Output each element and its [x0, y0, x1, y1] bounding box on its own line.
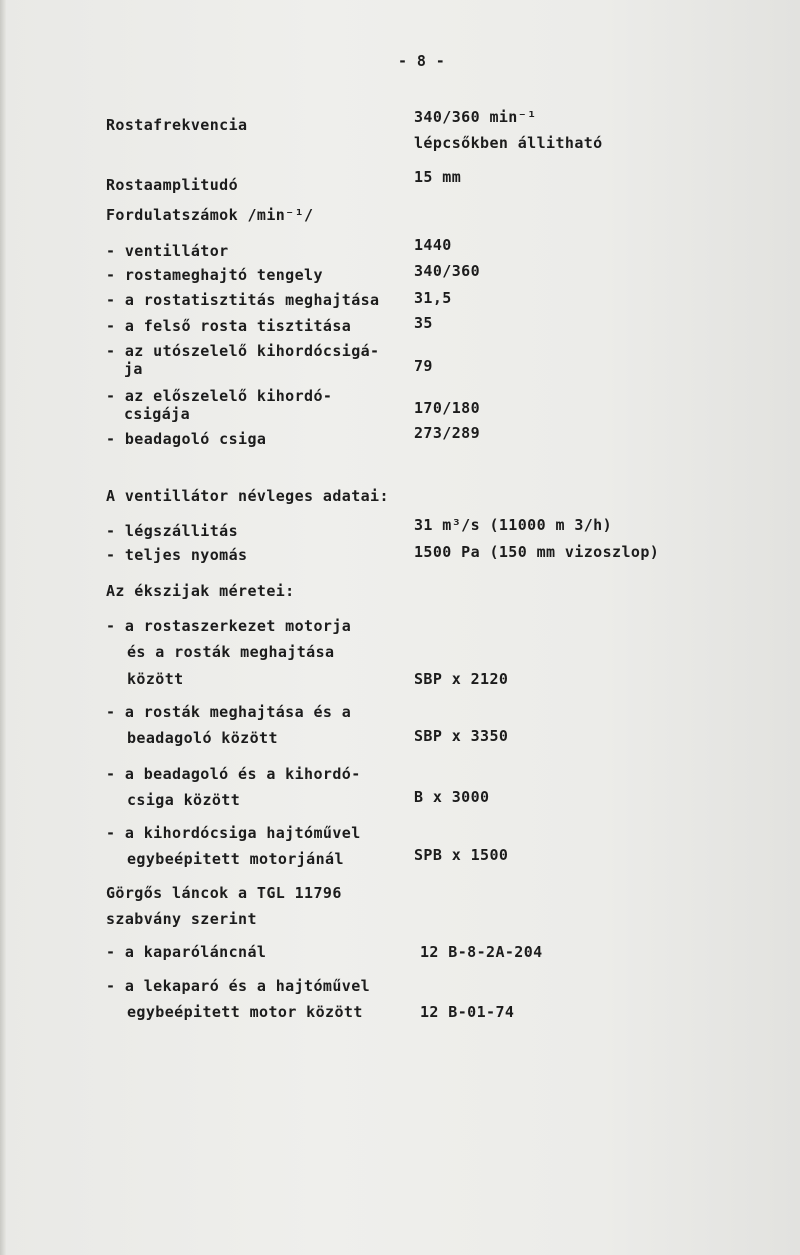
label-rostatisztitas-meghajtasa: - a rostatisztitás meghajtása [106, 291, 380, 309]
value-beadagolo-csiga: 273/289 [414, 424, 481, 442]
label-beadagolo-kihordo-line1: - a beadagoló és a kihordó- [106, 765, 361, 783]
value-utoszelelo: 79 [414, 357, 433, 375]
label-teljes-nyomas: - teljes nyomás [106, 546, 248, 564]
label-rostak-beadagolo-line1: - a rosták meghajtása és a [106, 703, 352, 721]
value-beadagolo-kihordo: B x 3000 [414, 788, 490, 806]
value-rostafrekvencia-note: lépcsőkben állitható [414, 134, 603, 152]
label-lekaparo-line1: - a lekaparó és a hajtóművel [106, 977, 371, 995]
value-legszallitas: 31 m³/s (11000 m 3/h) [414, 516, 613, 534]
label-ventillator: - ventillátor [106, 242, 229, 260]
label-rostafrekvencia: Rostafrekvencia [106, 116, 248, 134]
label-rostak-beadagolo-line2: beadagoló között [127, 729, 278, 747]
value-eloszelelo: 170/180 [414, 399, 481, 417]
label-rostameghajto-tengely: - rostameghajtó tengely [106, 266, 323, 284]
value-rostak-beadagolo: SBP x 3350 [414, 727, 509, 745]
label-utoszelelo-line1: - az utószelelő kihordócsigá- [106, 342, 380, 360]
label-lekaparo-line2: egybeépitett motor között [127, 1003, 363, 1021]
label-kihordocsiga-line1: - a kihordócsiga hajtóművel [106, 824, 361, 842]
label-beadagolo-kihordo-line2: csiga között [127, 791, 241, 809]
value-rostaszerkezet: SBP x 2120 [414, 670, 509, 688]
value-lekaparo: 12 B-01-74 [420, 1003, 515, 1021]
heading-gorgos-lancok: Görgős láncok a TGL 11796 [106, 884, 342, 902]
heading-ventillator-adatai: A ventillátor névleges adatai: [106, 487, 389, 505]
value-rostaamplitudo: 15 mm [414, 168, 462, 186]
label-rostaamplitudo: Rostaamplitudó [106, 176, 239, 194]
label-kihordocsiga-line2: egybeépitett motorjánál [127, 850, 344, 868]
label-kaparolanc: - a kaparóláncnál [106, 943, 267, 961]
label-eloszelelo-line2: csigája [124, 405, 191, 423]
value-kaparolanc: 12 B-8-2A-204 [420, 943, 543, 961]
heading-fordulatszamok: Fordulatszámok /min⁻¹/ [106, 206, 314, 224]
heading-ekszijak: Az ékszijak méretei: [106, 582, 295, 600]
value-ventillator: 1440 [414, 236, 452, 254]
value-rostameghajto-tengely: 340/360 [414, 262, 481, 280]
label-rostaszerkezet-line1: - a rostaszerkezet motorja [106, 617, 352, 635]
value-rostafrekvencia: 340/360 min⁻¹ [414, 108, 537, 126]
label-rostaszerkezet-line2: és a rosták meghajtása [127, 643, 335, 661]
label-legszallitas: - légszállitás [106, 522, 239, 540]
value-teljes-nyomas: 1500 Pa (150 mm vizoszlop) [414, 543, 660, 561]
label-beadagolo-csiga: - beadagoló csiga [106, 430, 267, 448]
label-eloszelelo-line1: - az előszelelő kihordó- [106, 387, 333, 405]
value-kihordocsiga: SPB x 1500 [414, 846, 509, 864]
value-rostatisztitas-meghajtasa: 31,5 [414, 289, 452, 307]
heading-szabvany: szabvány szerint [106, 910, 257, 928]
value-felso-rosta-tisztitasa: 35 [414, 314, 433, 332]
label-felso-rosta-tisztitasa: - a felső rosta tisztitása [106, 317, 352, 335]
label-utoszelelo-line2: ja [124, 360, 143, 378]
label-rostaszerkezet-line3: között [127, 670, 184, 688]
page-number: - 8 - [398, 52, 446, 70]
